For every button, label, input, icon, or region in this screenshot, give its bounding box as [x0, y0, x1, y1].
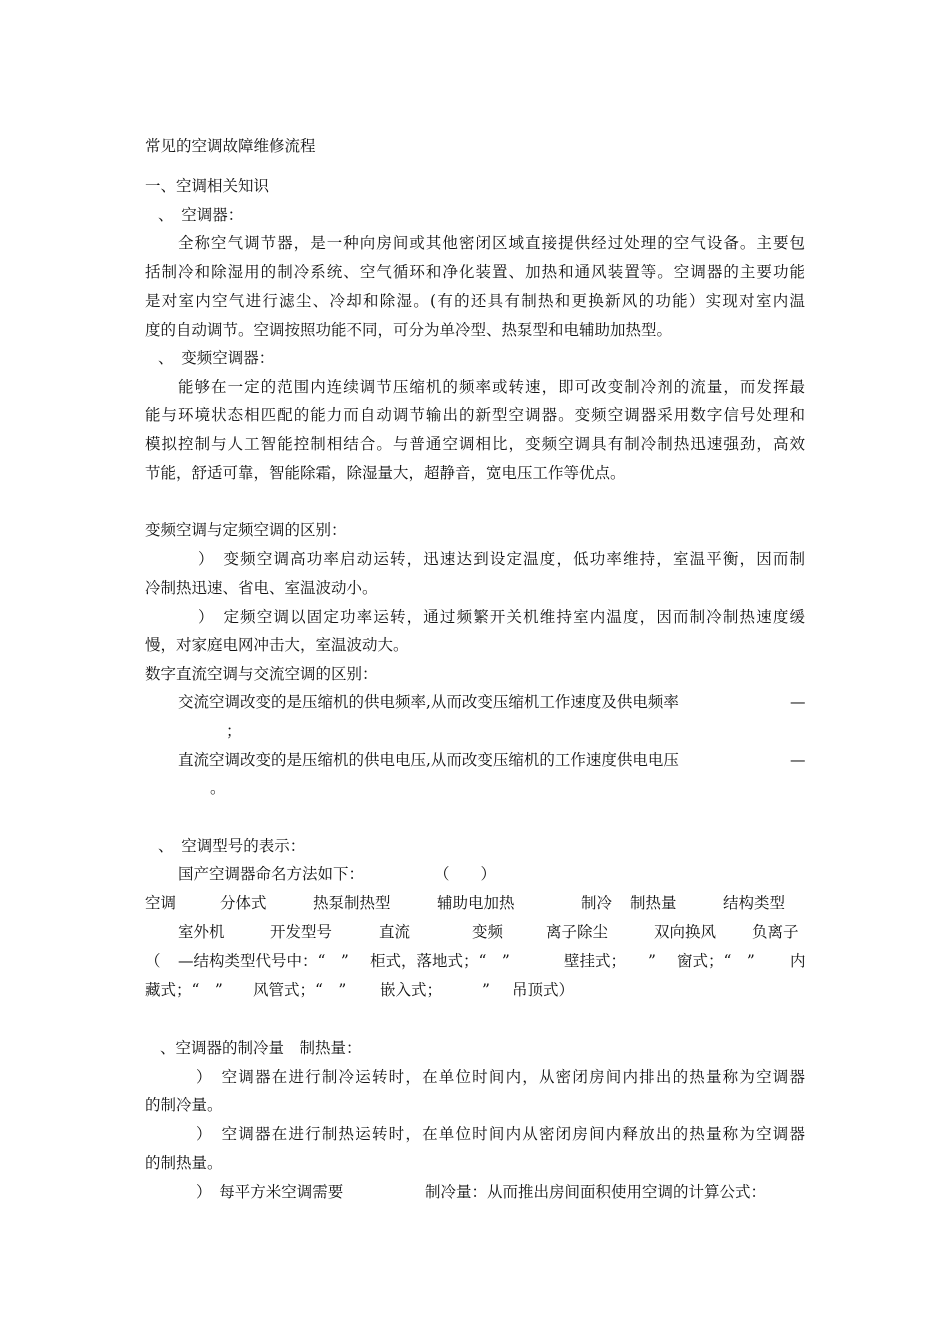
code-segment: 内 — [790, 952, 806, 970]
model-intro: 国产空调器命名方法如下： — [178, 865, 365, 883]
paragraph-line: 括制冷和除湿用的制冷系统、空气循环和净化装置、加热和通风装置等。空调器的主要功能 — [145, 263, 805, 281]
paragraph-line: 能够在一定的范围内连续调节压缩机的频率或转速，即可改变制冷剂的流量，而发挥最 — [178, 378, 805, 396]
list-item-line: ） 空调器在进行制冷运转时，在单位时间内，从密闭房间内排出的热量称为空调器 — [196, 1068, 805, 1086]
model-cell: 热泵制热型 — [313, 894, 391, 912]
model-cell: 分体式 — [220, 894, 267, 912]
diff-heading: 变频空调与定频空调的区别： — [145, 521, 347, 539]
code-segment: 藏式；“ ” — [145, 981, 223, 999]
model-intro-paren: （ ） — [434, 865, 497, 883]
paragraph-line: 是对室内空气进行滤尘、冷却和除湿。(有的还具有制热和更换新风的功能）实现对室内温 — [145, 292, 805, 310]
model-cell: 直流 — [379, 923, 411, 941]
dc-tail: 。 — [210, 779, 226, 797]
model-cell: 结构类型 — [723, 894, 786, 912]
ac-line: 交流空调改变的是压缩机的供电频率,从而改变压缩机工作速度及供电频率 — [178, 693, 679, 711]
code-segment: ” — [482, 981, 490, 999]
model-cell: 离子除尘 — [546, 923, 609, 941]
subsection-heading-inverter: 、 变频空调器： — [158, 349, 275, 367]
dc-line: 直流空调改变的是压缩机的供电电压,从而改变压缩机的工作速度供电电压 — [178, 751, 679, 769]
list-item-line: 制冷量：从而推出房间面积使用空调的计算公式： — [425, 1183, 767, 1201]
code-segment: 壁挂式； — [564, 952, 627, 970]
model-cell: 室外机 — [178, 923, 225, 941]
code-segment: 嵌入式； — [380, 981, 443, 999]
list-item-line: ） 变频空调高功率启动运转，迅速达到设定温度，低功率维持，室温平衡，因而制 — [198, 550, 805, 568]
list-item-line: 的制热量。 — [145, 1154, 223, 1172]
document-title: 常见的空调故障维修流程 — [145, 137, 316, 155]
paragraph-line: 全称空气调节器，是一种向房间或其他密闭区域直接提供经过处理的空气设备。主要包 — [178, 234, 805, 252]
list-item-line: ） 空调器在进行制热运转时，在单位时间内从密闭房间内释放出的热量称为空调器 — [196, 1125, 805, 1143]
list-item-line: ） 定频空调以固定功率运转，通过频繁开关机维持室内温度，因而制冷制热速度缓 — [198, 608, 805, 626]
model-heading: 、 空调型号的表示： — [158, 837, 306, 855]
code-segment: 吊顶式） — [512, 981, 575, 999]
code-segment: 窗式；“ ” — [677, 952, 755, 970]
model-cell: 变频 — [472, 923, 504, 941]
code-segment: ” — [648, 952, 656, 970]
code-segment: —结构类型代号中：“ ” — [178, 952, 349, 970]
model-cell: 双向换风 — [654, 923, 717, 941]
capacity-heading: 、空调器的制冷量 制热量： — [160, 1039, 362, 1057]
list-item-line: 冷制热迅速、省电、室温波动小。 — [145, 579, 378, 597]
model-cell: 辅助电加热 — [437, 894, 515, 912]
model-cell: 开发型号 — [270, 923, 333, 941]
model-cell: 空调 — [145, 894, 177, 912]
code-segment: 柜式，落地式；“ ” — [370, 952, 510, 970]
paragraph-line: 节能，舒适可靠，智能除霜，除湿量大，超静音，宽电压工作等优点。 — [145, 464, 626, 482]
model-cell: 制冷 — [581, 894, 613, 912]
list-item-line: 慢，对家庭电网冲击大，室温波动大。 — [145, 636, 409, 654]
code-segment: 风管式；“ ” — [253, 981, 347, 999]
section-heading: 一、空调相关知识 — [145, 177, 270, 195]
dc-dash: — — [790, 751, 806, 769]
model-cell: 负离子 — [752, 923, 799, 941]
paragraph-line: 能与环境状态相匹配的能力而自动调节输出的新型空调器。变频空调器采用数字信号处理和 — [145, 406, 805, 424]
diff-heading: 数字直流空调与交流空调的区别： — [145, 665, 378, 683]
code-segment: （ — [145, 952, 161, 970]
list-item-line: ） 每平方米空调需要 — [196, 1183, 344, 1201]
list-item-line: 的制冷量。 — [145, 1096, 223, 1114]
ac-tail: ； — [226, 722, 242, 740]
paragraph-line: 度的自动调节。空调按照功能不同，可分为单冷型、热泵型和电辅助加热型。 — [145, 321, 673, 339]
paragraph-line: 模拟控制与人工智能控制相结合。与普通空调相比，变频空调具有制冷制热迅速强劲，高效 — [145, 435, 805, 453]
subsection-heading-ac: 、 空调器： — [158, 206, 244, 224]
ac-dash: — — [790, 693, 806, 711]
model-cell: 制热量 — [630, 894, 677, 912]
